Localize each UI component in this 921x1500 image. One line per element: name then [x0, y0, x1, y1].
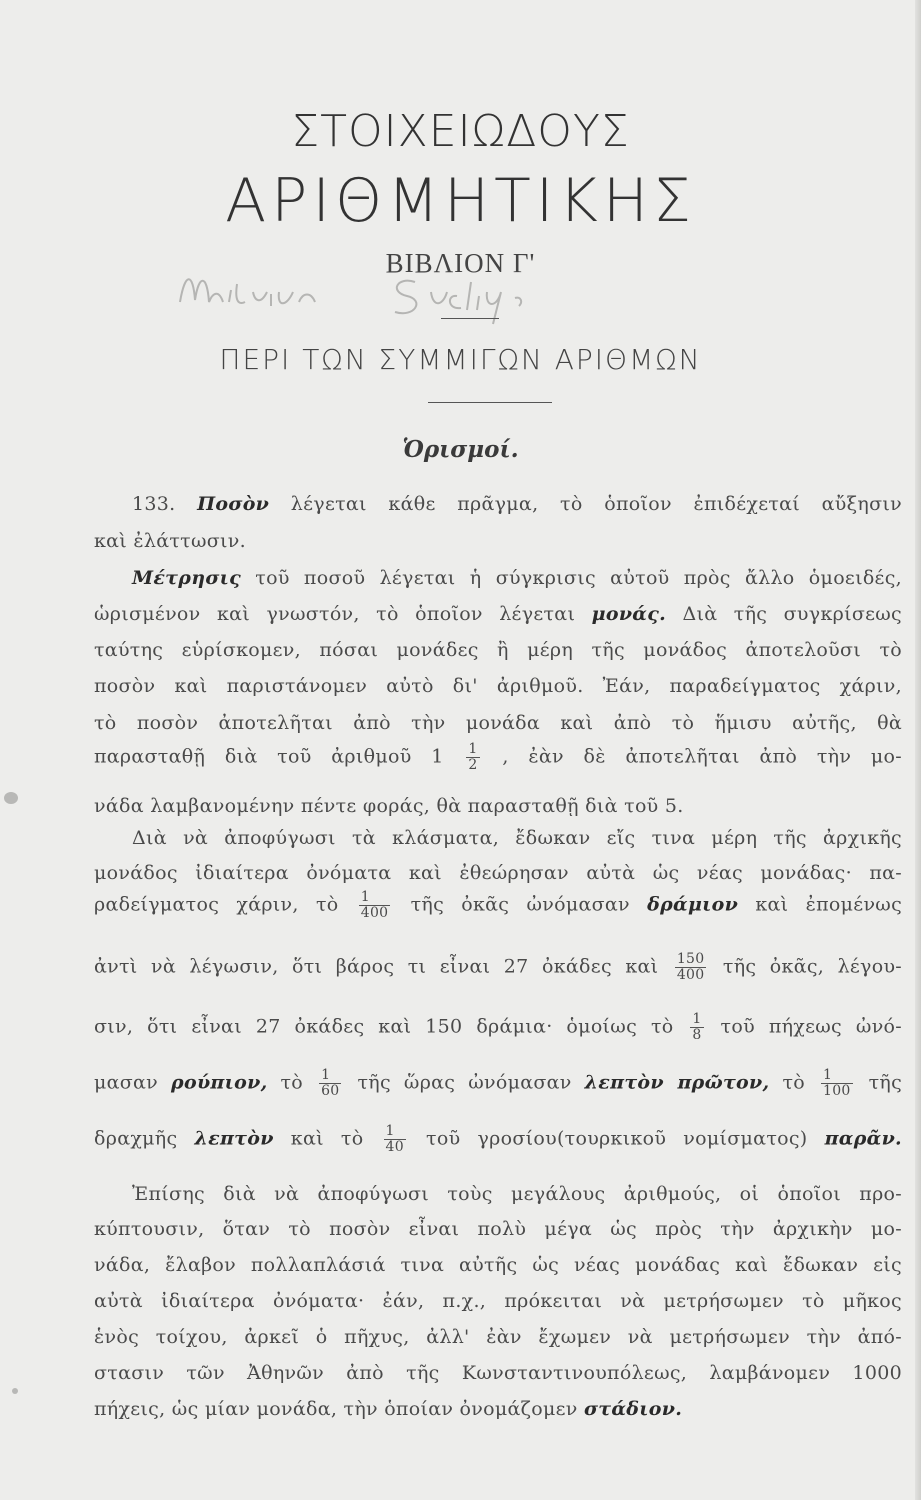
- text-line: ραδείγματος χάριν, τὸ $\frac{1}{400}$ τῆς ὀκᾶς ὠνόμασαν δράμιον καὶ ἐπομένως: [94, 889, 903, 921]
- fraction: $\frac{1}{8}$: [692, 1011, 702, 1043]
- term-bold: λεπτὸν: [194, 1127, 274, 1150]
- term-bold: δράμιον: [647, 893, 739, 916]
- text-line: μασαν ρούπιον, τὸ $\frac{1}{60}$ τῆς ὥρας ὠνόμασαν λεπτὸν πρῶτον, τὸ $\frac{1}{100}$ τῆς: [94, 1067, 903, 1099]
- text-line: δραχμῆς λεπτὸν καὶ τὸ $\frac{1}{40}$ τοῦ γροσίου(τουρκικοῦ νομίσματος) παρᾶν.: [94, 1123, 902, 1155]
- paragraph-number: 133.: [132, 493, 176, 515]
- text-line: τὸ ποσὸν ἀποτελῆται ἀπὸ τὴν μονάδα καὶ ἀπὸ τὸ ἥμισυ αὐτῆς, θὰ: [94, 712, 902, 734]
- fraction: $\frac{1}{60}$: [321, 1067, 340, 1099]
- subheading: Ὁρισμοί.: [402, 436, 519, 463]
- fraction: $\frac{1}{100}$: [823, 1067, 851, 1099]
- text-line: Μέτρησις τοῦ ποσοῦ λέγεται ἡ σύγκρισις αὐτοῦ πρὸς ἄλλο ὁμοειδές,: [132, 567, 902, 589]
- text-line: ὡρισμένον καὶ γνωστόν, τὸ ὁποῖον λέγεται μονάς. Διὰ τῆς συγκρίσεως: [94, 603, 902, 625]
- divider-short: [441, 318, 499, 319]
- title-line-2: ΑΡΙΘΜΗΤΙΚΗΣ: [225, 166, 696, 236]
- text-line: Ἐπίσης διὰ νὰ ἀποφύγωσι τοὺς μεγάλους ἀριθμούς, οἱ ὁποῖοι προ-: [132, 1183, 902, 1205]
- text-line: ἀντὶ νὰ λέγωσιν, ὅτι βάρος τι εἶναι 27 ὀκάδες καὶ $\frac{150}{400}$ τῆς ὀκᾶς, λέγου-: [94, 951, 903, 983]
- fraction: $\frac{150}{400}$: [676, 951, 705, 983]
- fraction: $\frac{1}{40}$: [385, 1123, 404, 1155]
- text-line: κύπτουσιν, ὅταν τὸ ποσὸν εἶναι πολὺ μέγα ὡς πρὸς τὴν ἀρχικὴν μο-: [94, 1218, 902, 1240]
- text-line: ἑνὸς τοίχου, ἀρκεῖ ὁ πῆχυς, ἀλλ' ἐὰν ἔχωμεν νὰ μετρήσωμεν τὴν ἀπό-: [94, 1326, 902, 1348]
- text-line: 133. Ποσὸν λέγεται κάθε πρᾶγμα, τὸ ὁποῖον ἐπιδέχεταί αὔξησιν: [132, 493, 902, 515]
- term-bold: Ποσὸν: [197, 493, 270, 515]
- fraction: $\frac{1}{2}$: [468, 741, 478, 773]
- term-bold: ρούπιον,: [171, 1071, 268, 1094]
- ink-spot: [4, 792, 18, 804]
- text-line: καὶ ἐλάττωσιν.: [94, 530, 246, 552]
- text-line: νάδα, ἔλαβον πολλαπλάσιά τινα αὐτῆς ὡς νέας μονάδας καὶ ἔδωκαν εἰς: [94, 1254, 902, 1276]
- section-title: ΠΕΡΙ ΤΩΝ ΣΥΜΜΙΓΩΝ ΑΡΙΘΜΩΝ: [219, 343, 702, 376]
- text-line: μονάδος ἰδιαίτερα ὀνόματα καὶ ἐθεώρησαν αὐτὰ ὡς νέας μονάδας· πα-: [94, 862, 902, 884]
- title-line-1: ΣΤΟΙΧΕΙΩΔΟΥΣ: [291, 106, 630, 157]
- term-bold: παρᾶν.: [824, 1127, 902, 1150]
- divider: [428, 402, 552, 403]
- text-line: ταύτης εὑρίσκομεν, πόσαι μονάδες ἢ μέρη τῆς μονάδος ἀποτελοῦσι τὸ: [94, 639, 902, 661]
- text-line: πήχεις, ὡς μίαν μονάδα, τὴν ὁποίαν ὀνομάζομεν στάδιον.: [94, 1398, 683, 1420]
- ink-spot: [12, 1388, 18, 1394]
- handwritten-note: [175, 262, 675, 332]
- term-bold: λεπτὸν πρῶτον,: [584, 1071, 770, 1094]
- text-line: ποσὸν καὶ παριστάνομεν αὐτὸ δι' ἀριθμοῦ. Ἐάν, παραδείγματος χάριν,: [94, 675, 902, 697]
- term-bold: μονάς.: [591, 603, 667, 625]
- term-bold: στάδιον.: [583, 1398, 683, 1420]
- text-line: παρασταθῇ διὰ τοῦ ἀριθμοῦ 1 $\frac{1}{2}$ , ἐὰν δὲ ἀποτελῆται ἀπὸ τὴν μο-: [94, 741, 902, 773]
- term-bold: Μέτρησις: [132, 567, 241, 589]
- fraction: $\frac{1}{400}$: [360, 889, 389, 921]
- book-label: ΒΙΒΛΙΟΝ Γ': [385, 248, 536, 278]
- text-line: αὐτὰ ἰδιαίτερα ὀνόματα· ἐάν, π.χ., πρόκειται νὰ μετρήσωμεν τὸ μῆκος: [94, 1290, 902, 1312]
- text-line: νάδα λαμβανομένην πέντε φοράς, θὰ παρασταθῇ διὰ τοῦ 5.: [94, 795, 684, 817]
- text-line: στασιν τῶν Ἀθηνῶν ἀπὸ τῆς Κωνσταντινουπόλεως, λαμβάνομεν 1000: [94, 1362, 902, 1384]
- text-line: Διὰ νὰ ἀποφύγωσι τὰ κλάσματα, ἔδωκαν εἴς τινα μέρη τῆς ἀρχικῆς: [132, 827, 902, 849]
- text-line: σιν, ὅτι εἶναι 27 ὀκάδες καὶ 150 δράμια· ὁμοίως τὸ $\frac{1}{8}$ τοῦ πήχεως ὠνό-: [94, 1011, 903, 1043]
